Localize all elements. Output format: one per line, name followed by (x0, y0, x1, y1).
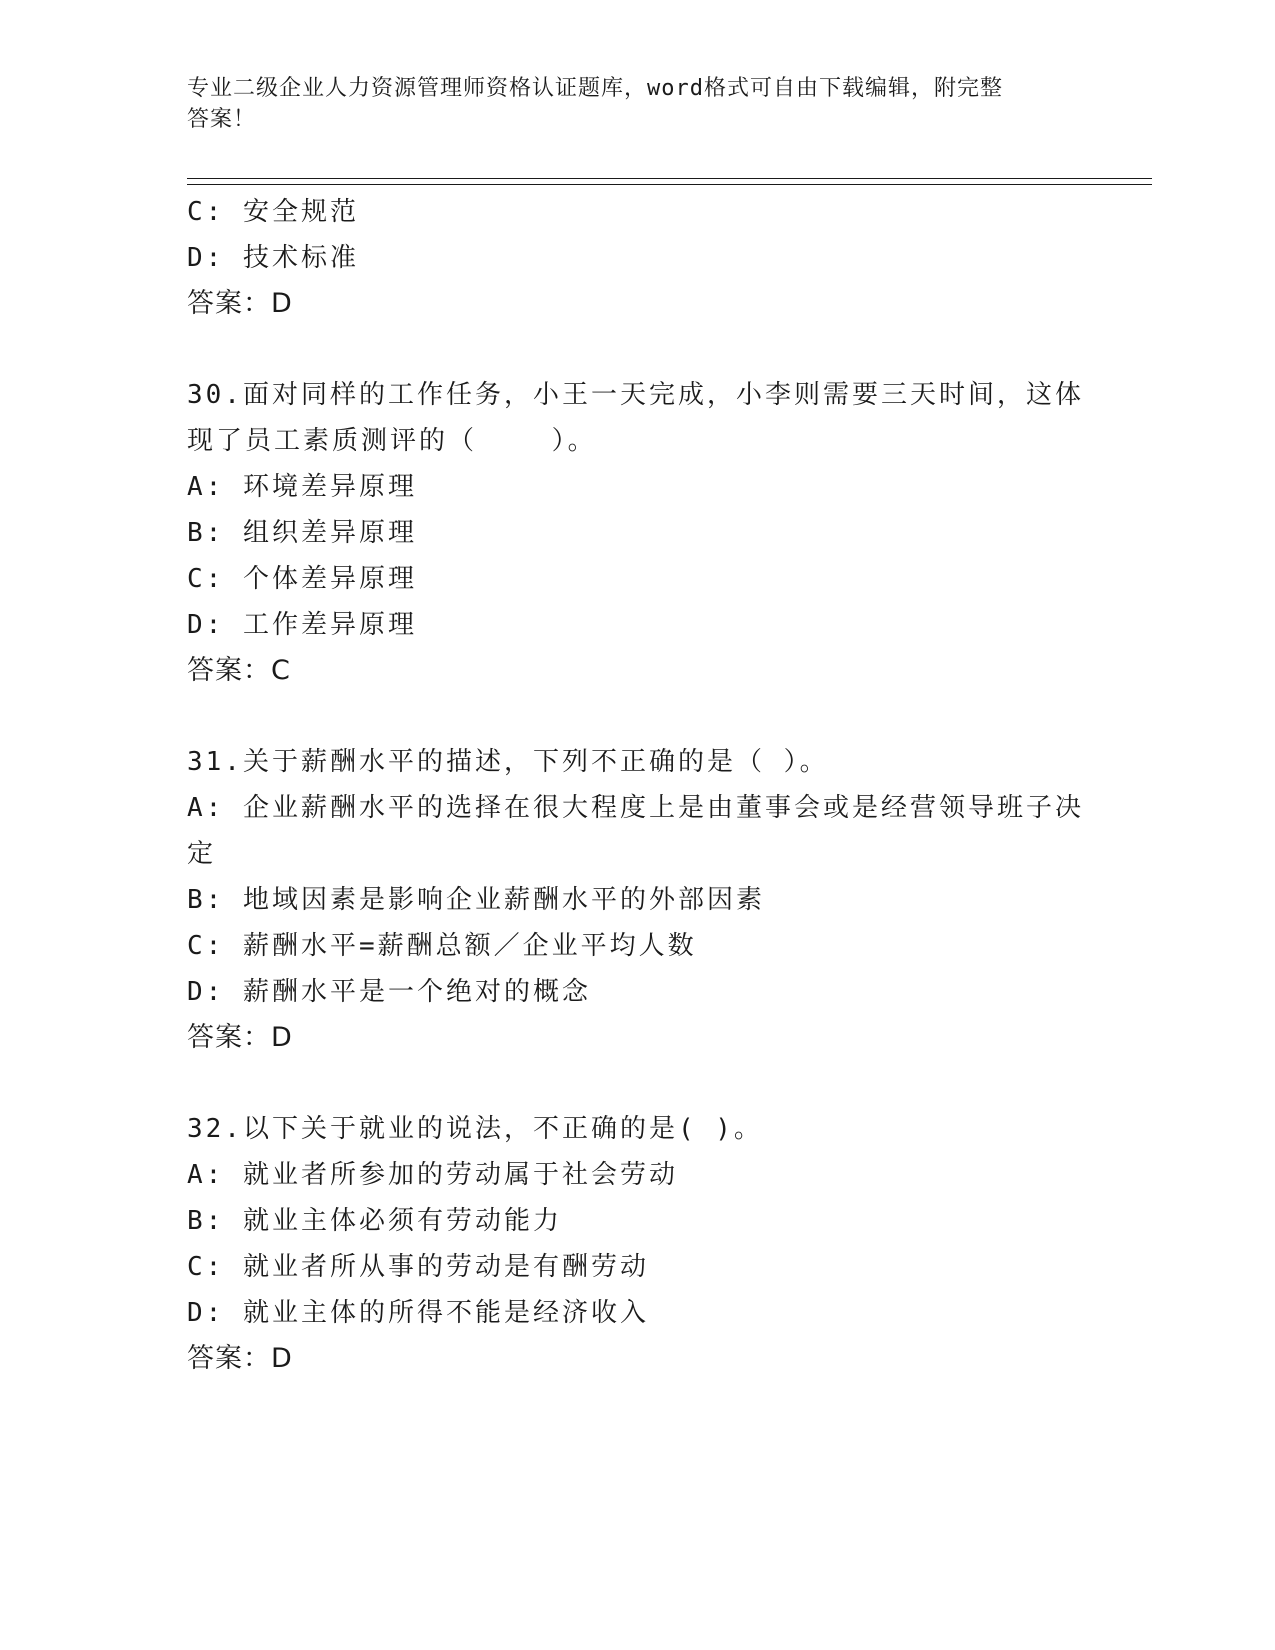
option-d: D: 技术标准 (187, 243, 359, 273)
option-a: A: 环境差异原理 (187, 472, 417, 502)
option-a: A: 企业薪酬水平的选择在很大程度上是由董事会或是经营领导班子决 (187, 793, 1084, 823)
header-rule-top (187, 178, 1152, 179)
option-c: C: 个体差异原理 (187, 564, 417, 594)
header-rule-bottom (187, 184, 1152, 185)
spacer (187, 327, 1087, 372)
option-b: B: 地域因素是影响企业薪酬水平的外部因素 (187, 885, 765, 915)
option-d: D: 工作差异原理 (187, 610, 417, 640)
option-d: D: 就业主体的所得不能是经济收入 (187, 1298, 649, 1328)
question-29-continuation (187, 189, 1087, 327)
question-stem: 31.关于薪酬水平的描述，下列不正确的是（ ）。 (187, 747, 829, 777)
option-c: C: 就业者所从事的劳动是有酬劳动 (187, 1252, 649, 1282)
question-stem: 32.以下关于就业的说法，不正确的是( )。 (187, 1114, 763, 1144)
option-c: C: 薪酬水平=薪酬总额／企业平均人数 (187, 931, 697, 961)
option-a-continued: 定 (187, 839, 217, 869)
question-31 (187, 739, 1087, 1061)
question-stem-continued: 现了员工素质测评的（ ）。 (187, 426, 597, 456)
option-c: C: 安全规范 (187, 197, 359, 227)
spacer (187, 1061, 1087, 1106)
header-line-1: 专业二级企业人力资源管理师资格认证题库，word格式可自由下载编辑，附完整 (187, 76, 1003, 101)
option-b: B: 组织差异原理 (187, 518, 417, 548)
question-32 (187, 1106, 1087, 1382)
answer-line: 答案：D (187, 1022, 293, 1053)
option-a: A: 就业者所参加的劳动属于社会劳动 (187, 1160, 678, 1190)
spacer (187, 694, 1087, 739)
page-header (187, 73, 1067, 135)
answer-line: 答案：D (187, 1343, 293, 1374)
question-stem: 30.面对同样的工作任务，小王一天完成，小李则需要三天时间，这体 (187, 380, 1084, 410)
answer-line: 答案：D (187, 288, 293, 319)
header-line-2: 答案！ (187, 107, 257, 132)
question-list (187, 189, 1087, 1382)
option-b: B: 就业主体必须有劳动能力 (187, 1206, 562, 1236)
question-30 (187, 372, 1087, 694)
option-d: D: 薪酬水平是一个绝对的概念 (187, 977, 591, 1007)
answer-line: 答案：C (187, 655, 291, 686)
